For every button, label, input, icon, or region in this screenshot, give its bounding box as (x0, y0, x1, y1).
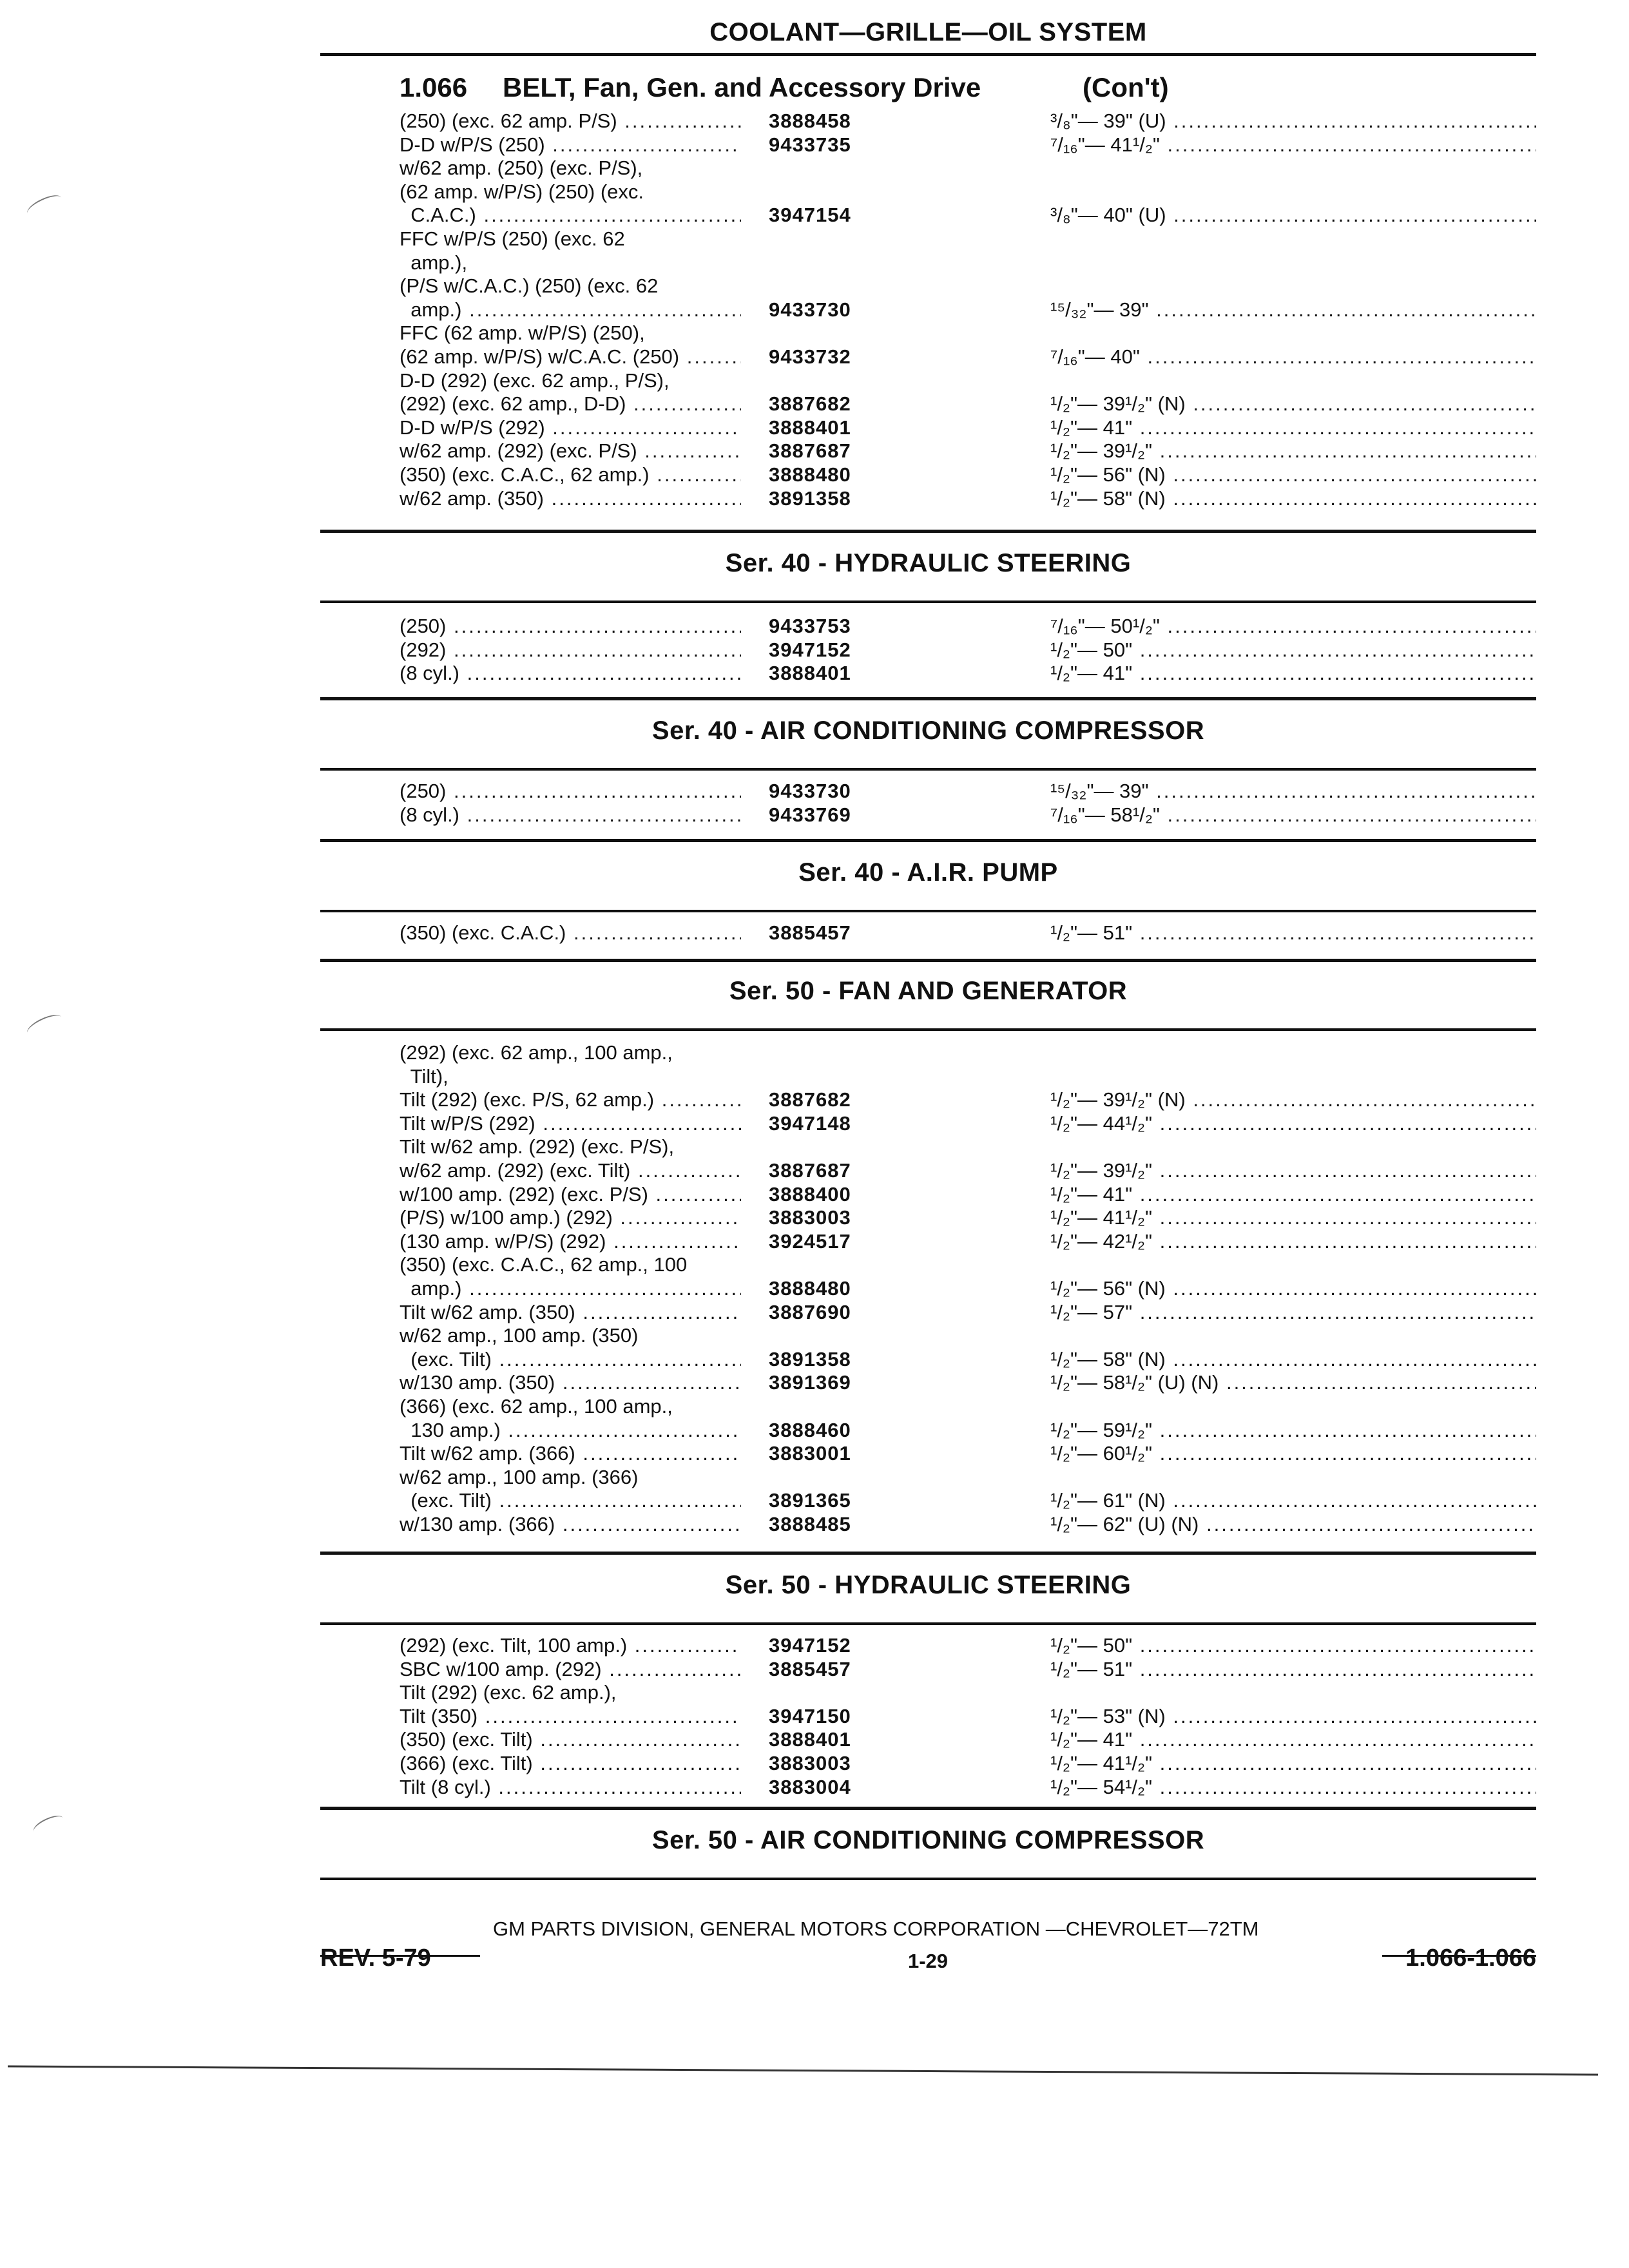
table-row (400, 639, 1536, 662)
group-rule-bottom (320, 530, 1536, 533)
part-number: 3888401 (769, 1728, 851, 1751)
part-description-text: (62 amp. w/P/S) w/C.A.C. (250) ..... (400, 345, 741, 368)
part-number: 9433730 (769, 298, 851, 321)
footer-publisher: GM PARTS DIVISION, GENERAL MOTORS CORPORATION —CHEVROLET—72TM (493, 1917, 1259, 1940)
part-description-text: D-D w/P/S (292) ..... (400, 416, 741, 439)
part-description (400, 1442, 741, 1465)
part-description-text: w/62 amp., 100 amp. (350) (400, 1324, 639, 1347)
part-number: 3885457 (769, 1657, 851, 1680)
part-description-text: w/100 amp. (292) (exc. P/S) ..... (400, 1183, 741, 1206)
part-description-text: FFC (62 amp. w/P/S) (250), (400, 322, 645, 345)
belt-size-text: ¹/₂"— 42¹/₂" ..... (1050, 1230, 1536, 1253)
part-description-text: w/62 amp. (250) (exc. P/S), (400, 157, 643, 180)
part-description-text: (62 amp. w/P/S) (250) (exc. (400, 180, 644, 203)
part-number: 3883003 (769, 1206, 851, 1229)
section-name: BELT, Fan, Gen. and Accessory Drive (503, 72, 981, 102)
group-rule-top (320, 1622, 1536, 1625)
belt-size-text: ¹/₂"— 58" (N) ..... (1050, 1348, 1536, 1370)
belt-size-text: ¹/₂"— 39¹/₂" ..... (1050, 439, 1536, 462)
part-description (400, 1230, 741, 1253)
part-description (400, 1301, 741, 1324)
part-description-text: D-D (292) (exc. 62 amp., P/S), (400, 369, 670, 392)
part-description-text: Tilt), (400, 1064, 448, 1088)
belt-size-text: ¹/₂"— 41" ..... (1050, 662, 1536, 684)
table-row (400, 662, 1536, 685)
table-row (400, 803, 1536, 827)
table-row (400, 1705, 1536, 1728)
part-description-text: (130 amp. w/P/S) (292) ..... (400, 1230, 741, 1253)
belt-size-text: ¹/₂"— 50" ..... (1050, 1634, 1536, 1657)
belt-size-text: ¹/₂"— 51" ..... (1050, 1658, 1536, 1680)
part-number: 3887687 (769, 439, 851, 463)
table-row (400, 1395, 1536, 1418)
part-number: 3885457 (769, 921, 851, 944)
belt-size-text: ¹/₂"— 41" ..... (1050, 416, 1536, 439)
table-row (400, 921, 1536, 945)
part-number: 3888400 (769, 1182, 851, 1206)
part-description-text: amp.) ..... (400, 1277, 741, 1300)
belt-size (1050, 392, 1536, 416)
margin-mark (31, 1812, 66, 1837)
belt-size-text: ⁷/₁₆"— 50¹/₂" ..... (1050, 615, 1536, 637)
belt-size-text: ¹/₂"— 60¹/₂" ..... (1050, 1442, 1536, 1465)
part-description (400, 1705, 741, 1728)
part-number: 3947152 (769, 638, 851, 661)
part-number: 3888485 (769, 1513, 851, 1535)
part-description (400, 1395, 741, 1418)
table-row (400, 1206, 1536, 1229)
part-description-text: amp.) ..... (400, 298, 741, 321)
belt-size-text: ¹/₂"— 62" (U) (N) ..... (1050, 1513, 1536, 1535)
table-row (400, 322, 1536, 345)
belt-size (1050, 1348, 1536, 1371)
part-description (400, 1489, 741, 1512)
part-description-text: amp.), (400, 251, 468, 274)
group-rule-bottom (320, 1552, 1536, 1555)
table-row (400, 180, 1536, 204)
belt-size (1050, 1705, 1536, 1728)
table-row (400, 1776, 1536, 1799)
belt-size-text: ¹⁵/₃₂"— 39" ..... (1050, 780, 1536, 802)
part-description (400, 1752, 741, 1775)
part-description (400, 1253, 741, 1276)
belt-size (1050, 1371, 1536, 1394)
part-description (400, 1419, 741, 1442)
part-number: 3888458 (769, 110, 851, 132)
part-description (400, 251, 741, 274)
part-description-text: FFC w/P/S (250) (exc. 62 (400, 227, 625, 250)
part-number: 9433735 (769, 133, 851, 156)
part-number: 3924517 (769, 1229, 851, 1253)
belt-size (1050, 1442, 1536, 1465)
belt-size (1050, 1183, 1536, 1206)
group-title: Ser. 40 - HYDRAULIC STEERING (725, 549, 1132, 577)
part-number: 3883001 (769, 1442, 851, 1465)
part-description-text: (350) (exc. C.A.C., 62 amp.) ..... (400, 463, 741, 486)
part-description (400, 345, 741, 369)
part-number: 3891365 (769, 1489, 851, 1512)
belt-size (1050, 1658, 1536, 1681)
part-description (400, 416, 741, 439)
part-description (400, 157, 741, 180)
belt-size (1050, 1301, 1536, 1324)
part-number: 3888401 (769, 416, 851, 439)
belt-size (1050, 662, 1536, 685)
part-description-text: (292) ..... (400, 639, 741, 661)
part-description (400, 1348, 741, 1371)
table-row (400, 227, 1536, 251)
part-description-text: D-D w/P/S (250) ..... (400, 133, 741, 156)
part-description-text: w/62 amp., 100 amp. (366) (400, 1465, 639, 1488)
part-number: 3891358 (769, 1347, 851, 1370)
table-row (400, 439, 1536, 463)
part-description-text: SBC w/100 amp. (292) ..... (400, 1658, 741, 1680)
belt-size (1050, 1159, 1536, 1182)
belt-size-text: ¹/₂"— 56" (N) ..... (1050, 1277, 1536, 1300)
belt-size (1050, 463, 1536, 486)
belt-size (1050, 615, 1536, 638)
part-description (400, 1065, 741, 1088)
part-number: 3947152 (769, 1634, 851, 1657)
table-row (400, 1112, 1536, 1135)
table-row (400, 1489, 1536, 1512)
part-description-text: (8 cyl.) ..... (400, 662, 741, 684)
group-rule-bottom (320, 1807, 1536, 1810)
belt-size (1050, 110, 1536, 133)
part-number: 3947154 (769, 204, 851, 227)
part-description (400, 1041, 741, 1064)
belt-size (1050, 1112, 1536, 1135)
part-description (400, 133, 741, 157)
part-description (400, 615, 741, 638)
table-row (400, 416, 1536, 439)
part-description-text: Tilt (292) (exc. 62 amp.), (400, 1681, 617, 1704)
part-description (400, 463, 741, 486)
belt-size-text: ¹⁵/₃₂"— 39" ..... (1050, 298, 1536, 321)
table-row (400, 274, 1536, 298)
table-row (400, 1324, 1536, 1347)
part-description-text: 130 amp.) ..... (400, 1419, 741, 1441)
table-row (400, 251, 1536, 274)
part-number: 3947150 (769, 1704, 851, 1727)
part-number: 3888460 (769, 1418, 851, 1441)
belt-size (1050, 204, 1536, 227)
table-row (400, 110, 1536, 133)
belt-size (1050, 133, 1536, 157)
belt-size-text: ¹/₂"— 57" ..... (1050, 1301, 1536, 1323)
part-description-text: (8 cyl.) ..... (400, 803, 741, 826)
belt-size (1050, 1206, 1536, 1229)
belt-size (1050, 487, 1536, 510)
belt-size-text: ³/₈"— 39" (U) ..... (1050, 110, 1536, 132)
table-row (400, 345, 1536, 369)
part-number: 9433753 (769, 615, 851, 637)
part-description (400, 780, 741, 803)
part-description-text: (P/S w/C.A.C.) (250) (exc. 62 (400, 274, 659, 298)
section-range: 1.066-1.066 (1405, 1945, 1536, 1972)
part-description-text: (exc. Tilt) ..... (400, 1348, 741, 1370)
section-continued: (Con't) (1083, 72, 1169, 102)
belt-size-text: ¹/₂"— 54¹/₂" ..... (1050, 1776, 1536, 1798)
part-description-text: (250) (exc. 62 amp. P/S) ..... (400, 110, 741, 132)
belt-size (1050, 1419, 1536, 1442)
part-description-text: w/62 amp. (292) (exc. Tilt) ..... (400, 1159, 741, 1182)
belt-size-text: ¹/₂"— 58" (N) ..... (1050, 487, 1536, 510)
group-rule-bottom (320, 839, 1536, 842)
part-number: 3887687 (769, 1159, 851, 1182)
table-row (400, 369, 1536, 392)
table-row (400, 1466, 1536, 1489)
part-description-text: Tilt w/P/S (292) ..... (400, 1112, 741, 1135)
table-row (400, 1065, 1536, 1088)
group-title: Ser. 50 - FAN AND GENERATOR (729, 977, 1128, 1005)
table-row (400, 298, 1536, 322)
belt-size (1050, 1513, 1536, 1536)
belt-size (1050, 298, 1536, 322)
table-row (400, 1159, 1536, 1182)
group-rule-top (320, 910, 1536, 912)
table-row (400, 1183, 1536, 1206)
part-description (400, 180, 741, 204)
part-number: 9433732 (769, 345, 851, 368)
table-row (400, 1728, 1536, 1751)
part-number: 3888401 (769, 662, 851, 685)
belt-size-text: ¹/₂"— 39¹/₂" (N) ..... (1050, 392, 1536, 415)
header-rule (320, 53, 1536, 56)
table-row (400, 1419, 1536, 1442)
part-number: 3883004 (769, 1775, 851, 1798)
belt-size (1050, 1277, 1536, 1300)
belt-size (1050, 1230, 1536, 1253)
part-number: 3888480 (769, 1277, 851, 1300)
group-rule-top (320, 601, 1536, 603)
table-row (400, 157, 1536, 180)
part-description (400, 322, 741, 345)
belt-size (1050, 1752, 1536, 1775)
margin-mark (24, 1011, 64, 1039)
part-description (400, 204, 741, 227)
belt-size (1050, 1088, 1536, 1111)
part-description-text: Tilt (8 cyl.) ..... (400, 1776, 741, 1798)
belt-size-text: ¹/₂"— 41" ..... (1050, 1728, 1536, 1751)
table-row (400, 1681, 1536, 1704)
part-description (400, 487, 741, 510)
belt-size-text: ¹/₂"— 41¹/₂" ..... (1050, 1206, 1536, 1229)
part-description (400, 298, 741, 322)
part-description-text: (292) (exc. 62 amp., 100 amp., (400, 1041, 673, 1064)
part-description-text: w/130 amp. (350) ..... (400, 1371, 741, 1394)
table-row (400, 463, 1536, 486)
belt-size (1050, 921, 1536, 945)
table-row (400, 487, 1536, 510)
part-description (400, 1277, 741, 1300)
part-description (400, 1681, 741, 1704)
part-number: 3947148 (769, 1111, 851, 1135)
table-row (400, 615, 1536, 638)
part-description-text: Tilt w/62 amp. (366) ..... (400, 1442, 741, 1465)
part-description (400, 1088, 741, 1111)
belt-size (1050, 803, 1536, 827)
group-rule-bottom (320, 697, 1536, 700)
part-description-text: (exc. Tilt) ..... (400, 1489, 741, 1512)
part-description (400, 1776, 741, 1799)
part-description (400, 1112, 741, 1135)
part-description (400, 1324, 741, 1347)
section-number: 1.066 (400, 72, 468, 102)
part-number: 3883003 (769, 1752, 851, 1774)
table-row (400, 1752, 1536, 1775)
section-heading (400, 72, 1169, 103)
group-title: Ser. 50 - HYDRAULIC STEERING (725, 1571, 1132, 1599)
belt-size (1050, 345, 1536, 369)
belt-size-text: ¹/₂"— 61" (N) ..... (1050, 1489, 1536, 1512)
belt-size-text: ¹/₂"— 44¹/₂" ..... (1050, 1112, 1536, 1135)
part-description-text: w/62 amp. (350) ..... (400, 487, 741, 510)
part-description (400, 274, 741, 298)
part-description (400, 1728, 741, 1751)
part-description (400, 803, 741, 827)
table-row (400, 780, 1536, 803)
part-description (400, 1371, 741, 1394)
part-description-text: w/62 amp. (292) (exc. P/S) ..... (400, 439, 741, 462)
belt-size (1050, 1489, 1536, 1512)
table-row (400, 1442, 1536, 1465)
part-description (400, 1466, 741, 1489)
belt-size (1050, 1776, 1536, 1799)
table-row (400, 392, 1536, 416)
part-description-text: Tilt w/62 amp. (292) (exc. P/S), (400, 1135, 675, 1158)
part-description-text: (250) ..... (400, 780, 741, 802)
table-row (400, 1277, 1536, 1300)
belt-size-text: ⁷/₁₆"— 40" ..... (1050, 345, 1536, 368)
part-number: 3887682 (769, 1088, 851, 1111)
part-number: 3891369 (769, 1371, 851, 1394)
table-row (400, 1658, 1536, 1681)
belt-size-text: ³/₈"— 40" (U) ..... (1050, 204, 1536, 226)
belt-size-text: ¹/₂"— 56" (N) ..... (1050, 463, 1536, 486)
table-row (400, 1371, 1536, 1394)
belt-size-text: ¹/₂"— 41" ..... (1050, 1183, 1536, 1206)
part-description-text: (366) (exc. 62 amp., 100 amp., (400, 1395, 673, 1418)
part-description-text: (350) (exc. C.A.C., 62 amp., 100 (400, 1253, 688, 1276)
part-description (400, 1206, 741, 1229)
belt-size (1050, 416, 1536, 439)
part-description (400, 369, 741, 392)
part-description-text: (366) (exc. Tilt) ..... (400, 1752, 741, 1774)
belt-size-text: ¹/₂"— 58¹/₂" (U) (N) ..... (1050, 1371, 1536, 1394)
part-description (400, 1658, 741, 1681)
table-row (400, 1253, 1536, 1276)
part-description (400, 110, 741, 133)
scan-edge-line (8, 2066, 1598, 2076)
table-row (400, 1513, 1536, 1536)
part-description-text: Tilt (292) (exc. P/S, 62 amp.) ..... (400, 1088, 741, 1111)
part-description (400, 921, 741, 945)
part-description (400, 439, 741, 463)
belt-size-text: ¹/₂"— 41¹/₂" ..... (1050, 1752, 1536, 1774)
belt-size-text: ¹/₂"— 59¹/₂" ..... (1050, 1419, 1536, 1441)
page-number: 1-29 (907, 1950, 949, 1972)
belt-size (1050, 780, 1536, 803)
part-description-text: (350) (exc. C.A.C.) ..... (400, 921, 741, 944)
table-row (400, 133, 1536, 157)
belt-size-text: ¹/₂"— 50" ..... (1050, 639, 1536, 661)
group-rule-top (320, 1028, 1536, 1031)
part-number: 9433769 (769, 803, 851, 826)
belt-size-text: ¹/₂"— 53" (N) ..... (1050, 1705, 1536, 1727)
part-description-text: (350) (exc. Tilt) ..... (400, 1728, 741, 1751)
table-row (400, 1634, 1536, 1657)
part-description (400, 1513, 741, 1536)
belt-size-text: ¹/₂"— 51" ..... (1050, 921, 1536, 944)
part-description (400, 1183, 741, 1206)
table-row (400, 1135, 1536, 1158)
part-number: 9433730 (769, 780, 851, 802)
belt-size (1050, 639, 1536, 662)
table-row (400, 1230, 1536, 1253)
page-header-title: COOLANT—GRILLE—OIL SYSTEM (709, 18, 1147, 46)
belt-size (1050, 439, 1536, 463)
belt-size-text: ⁷/₁₆"— 58¹/₂" ..... (1050, 803, 1536, 826)
part-description-text: (292) (exc. 62 amp., D-D) ..... (400, 392, 741, 415)
part-description (400, 639, 741, 662)
part-number: 3891358 (769, 486, 851, 510)
part-description-text: w/130 amp. (366) ..... (400, 1513, 741, 1535)
part-description (400, 1159, 741, 1182)
table-row (400, 1041, 1536, 1064)
group-rule-top (320, 1878, 1536, 1880)
group-title: Ser. 40 - AIR CONDITIONING COMPRESSOR (651, 716, 1205, 745)
part-number: 3887690 (769, 1300, 851, 1323)
revision-label: REV. 5-79 (320, 1945, 431, 1972)
part-description (400, 227, 741, 251)
part-number: 3887682 (769, 392, 851, 416)
part-description-text: (P/S) w/100 amp.) (292) ..... (400, 1206, 741, 1229)
belt-size-text: ¹/₂"— 39¹/₂" ..... (1050, 1159, 1536, 1182)
table-row (400, 1301, 1536, 1324)
table-row (400, 204, 1536, 227)
belt-size-text: ¹/₂"— 39¹/₂" (N) ..... (1050, 1088, 1536, 1111)
part-description (400, 1135, 741, 1158)
part-description-text: (250) ..... (400, 615, 741, 637)
part-description-text: Tilt w/62 amp. (350) ..... (400, 1301, 741, 1323)
part-description-text: (292) (exc. Tilt, 100 amp.) ..... (400, 1634, 741, 1657)
group-rule-bottom (320, 959, 1536, 962)
belt-size (1050, 1728, 1536, 1751)
belt-size (1050, 1634, 1536, 1657)
part-description-text: C.A.C.) ..... (400, 204, 741, 226)
margin-mark (24, 191, 64, 220)
table-row (400, 1088, 1536, 1111)
part-description (400, 662, 741, 685)
part-description-text: Tilt (350) ..... (400, 1705, 741, 1727)
group-rule-top (320, 768, 1536, 771)
belt-size-text: ⁷/₁₆"— 41¹/₂" ..... (1050, 133, 1536, 156)
part-number: 3888480 (769, 463, 851, 486)
part-description (400, 1634, 741, 1657)
group-title: Ser. 50 - AIR CONDITIONING COMPRESSOR (651, 1826, 1205, 1854)
group-title: Ser. 40 - A.I.R. PUMP (798, 858, 1058, 887)
table-row (400, 1348, 1536, 1371)
part-description (400, 392, 741, 416)
